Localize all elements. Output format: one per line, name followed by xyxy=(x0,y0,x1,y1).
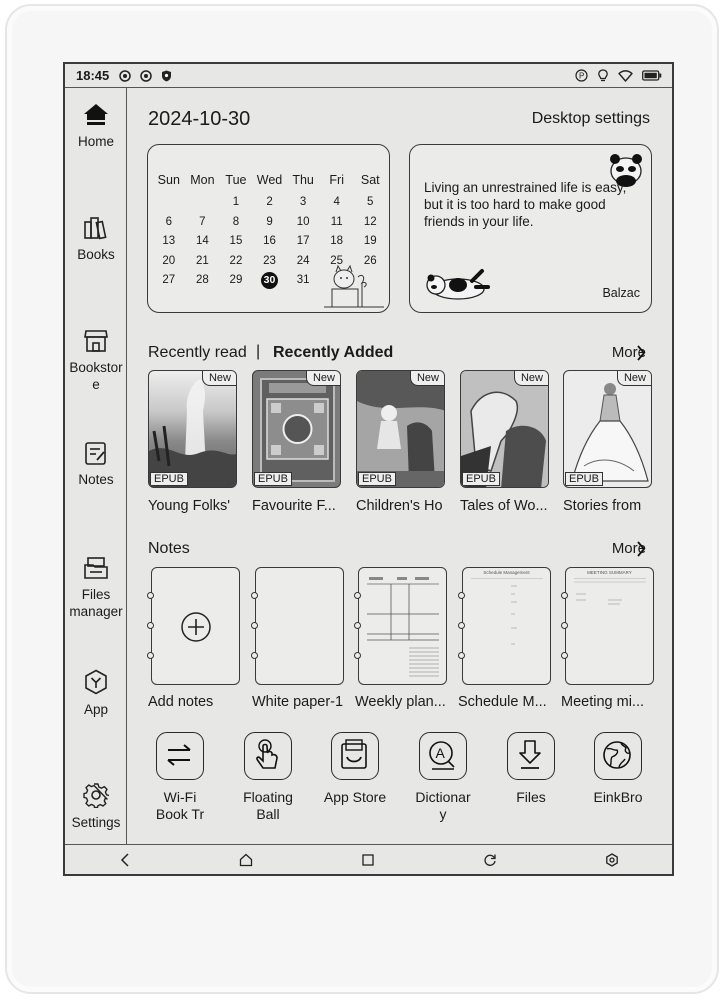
book-title[interactable]: Children's Ho xyxy=(356,498,443,514)
badge-new: New xyxy=(514,371,548,386)
calendar-day: 14 xyxy=(195,235,209,247)
calendar-day: 22 xyxy=(229,254,243,267)
app-label-line: y xyxy=(439,806,447,822)
chevron-right-icon[interactable] xyxy=(636,345,646,361)
book-title[interactable]: Tales of Wo... xyxy=(460,498,548,514)
calendar-day: 16 xyxy=(263,235,276,247)
app-label-line: Book Tr xyxy=(155,806,205,822)
meeting-thumbnail xyxy=(572,578,648,678)
badge-new: New xyxy=(306,371,340,386)
calendar-day: 15 xyxy=(229,235,243,247)
schedule-thumbnail xyxy=(469,578,545,678)
dictionary-app[interactable] xyxy=(419,732,467,780)
sidebar-item-label: Files manager xyxy=(69,587,123,619)
tab-recently-read[interactable]: Recently read xyxy=(148,344,247,361)
sidebar-item-label: App xyxy=(83,702,109,717)
app-label-dictionary xyxy=(399,789,487,823)
calendar-day: 20 xyxy=(162,254,176,267)
calendar-day: 26 xyxy=(363,254,377,267)
home-nav-icon[interactable] xyxy=(239,853,253,867)
plus-circle-icon xyxy=(180,611,212,643)
weekday-label: Sat xyxy=(360,173,380,187)
sleeping-panda-illustration xyxy=(422,265,492,301)
calendar-widget[interactable] xyxy=(147,144,390,313)
weekly-planner-thumbnail xyxy=(365,574,441,680)
calendar-day: 13 xyxy=(162,235,176,247)
calendar-day: 7 xyxy=(199,215,206,228)
note-label[interactable]: Meeting mi... xyxy=(561,694,644,710)
book-title[interactable]: Favourite F... xyxy=(252,498,336,514)
sidebar-item-bookstore[interactable] xyxy=(65,329,127,393)
app-store-icon xyxy=(332,733,376,777)
children-cover-art xyxy=(357,371,445,488)
calendar-day: 23 xyxy=(263,254,276,267)
notes-icon xyxy=(83,441,109,465)
badge-epub: EPUB xyxy=(150,472,188,486)
navigation-bar xyxy=(65,844,672,874)
calendar-day: 21 xyxy=(195,254,209,267)
date-heading: 2024-10-30 xyxy=(148,108,251,130)
app-label-einkbro xyxy=(574,789,662,806)
sidebar-item-settings[interactable] xyxy=(65,782,127,831)
calendar-day: 19 xyxy=(363,235,377,247)
calendar-day: 27 xyxy=(162,274,176,286)
meeting-thumb-header: MEETING SUMMARY xyxy=(587,570,632,575)
books-icon xyxy=(83,216,109,240)
sidebar-item-label: Home xyxy=(77,134,114,149)
app-label-files xyxy=(487,789,575,806)
book-title[interactable]: Young Folks' xyxy=(148,498,231,514)
calendar-day: 18 xyxy=(330,235,344,247)
tab-divider: | xyxy=(256,343,261,360)
weekday-label: Tue xyxy=(225,173,247,187)
calendar-day: 31 xyxy=(296,274,310,286)
geyser-cover-art xyxy=(149,371,237,488)
calendar-day: 25 xyxy=(330,254,344,267)
p-icon xyxy=(575,69,588,82)
sidebar xyxy=(65,88,127,844)
calendar-day: 11 xyxy=(330,215,343,228)
calendar-day xyxy=(186,193,220,213)
weekday-label: Fri xyxy=(329,173,344,187)
stories-cover-art xyxy=(564,371,652,488)
calendar-day: 12 xyxy=(363,215,377,228)
calendar-day: 6 xyxy=(165,215,172,228)
status-bar xyxy=(65,64,672,88)
wifi-transfer-app[interactable] xyxy=(156,732,204,780)
record-icon xyxy=(119,70,131,82)
bulb-icon xyxy=(597,69,609,82)
weekday-label: Thu xyxy=(292,173,314,187)
quote-author: Balzac xyxy=(602,286,640,300)
einkbro-app[interactable] xyxy=(594,732,642,780)
chevron-right-icon[interactable] xyxy=(636,541,646,557)
tab-recently-added[interactable]: Recently Added xyxy=(273,344,394,361)
sidebar-item-notes[interactable] xyxy=(65,441,127,488)
store-icon xyxy=(83,329,109,353)
book-cover[interactable] xyxy=(563,370,652,488)
calendar-week-row xyxy=(152,232,387,252)
tales-cover-art xyxy=(461,371,549,488)
add-note-card[interactable] xyxy=(151,567,240,685)
note-card[interactable] xyxy=(565,567,654,685)
ornate-cover-art xyxy=(253,371,341,488)
status-time: 18:45 xyxy=(76,68,110,83)
app-icon xyxy=(83,669,109,695)
more-label: More xyxy=(611,344,646,361)
globe-icon xyxy=(595,733,639,777)
weekday-label: Sun xyxy=(157,173,180,187)
sidebar-item-files-manager[interactable] xyxy=(65,556,127,620)
note-label[interactable]: Add notes xyxy=(148,694,214,710)
note-label[interactable]: Weekly plan... xyxy=(355,694,446,710)
weekday-label: Wed xyxy=(256,173,283,187)
calendar-day: 17 xyxy=(296,235,310,247)
quote-widget[interactable] xyxy=(409,144,652,313)
badge-epub: EPUB xyxy=(254,472,292,486)
weekday-label: Mon xyxy=(190,173,215,187)
calendar-week-row xyxy=(152,213,387,233)
svg-text:A: A xyxy=(435,745,445,761)
sidebar-item-app[interactable] xyxy=(65,669,127,718)
app-label-line: Wi-Fi xyxy=(163,789,197,805)
recent-icon[interactable] xyxy=(362,854,374,866)
note-card[interactable] xyxy=(255,567,344,685)
sidebar-item-home[interactable] xyxy=(65,103,127,150)
quote-text: Living an unrestrained life is easy, but it is too hard to make good friends in your life. xyxy=(424,180,627,229)
app-label-app-store xyxy=(311,789,399,806)
book-cover[interactable] xyxy=(460,370,549,488)
note-label[interactable]: Schedule M... xyxy=(458,694,547,710)
sidebar-item-label: Notes xyxy=(78,472,114,487)
calendar-day xyxy=(152,193,186,213)
badge-epub: EPUB xyxy=(462,472,500,486)
device-frame xyxy=(5,4,719,994)
calendar-day: 24 xyxy=(296,254,310,267)
settings-nav-icon[interactable] xyxy=(605,853,619,867)
sidebar-item-label: Settings xyxy=(71,815,121,830)
calendar-day: 4 xyxy=(333,196,340,208)
transfer-icon xyxy=(157,733,201,777)
notes-section-title: Notes xyxy=(148,540,190,557)
screen xyxy=(63,62,674,876)
app-label-wifi-transfer xyxy=(136,789,224,823)
calendar-day: 2 xyxy=(266,196,273,208)
calendar-week-row xyxy=(152,193,387,213)
files-app[interactable] xyxy=(507,732,555,780)
calendar-day: 3 xyxy=(299,196,307,208)
calendar-day: 9 xyxy=(266,215,273,228)
files-icon xyxy=(83,556,109,580)
svg-text:P: P xyxy=(579,71,585,81)
calendar-day: 10 xyxy=(296,215,310,228)
note-card[interactable] xyxy=(462,567,551,685)
schedule-thumb-header: Schedule Management xyxy=(483,570,530,575)
calendar-day: 8 xyxy=(232,215,240,228)
more-label: More xyxy=(611,540,646,557)
sidebar-item-label: Books xyxy=(77,247,115,262)
target-icon xyxy=(140,70,152,82)
download-icon xyxy=(508,733,552,777)
shield-icon xyxy=(161,70,172,82)
battery-icon xyxy=(642,70,662,81)
app-label-line: Floating xyxy=(243,789,293,805)
sidebar-item-label: Bookstore xyxy=(69,360,123,392)
badge-new: New xyxy=(617,371,651,386)
badge-new: New xyxy=(410,371,444,386)
calendar-day: 29 xyxy=(229,274,243,286)
badge-new: New xyxy=(202,371,236,386)
hand-pointer-icon xyxy=(245,733,289,777)
note-card[interactable] xyxy=(358,567,447,685)
book-cover[interactable] xyxy=(356,370,445,488)
wifi-icon xyxy=(618,70,633,82)
sidebar-item-books[interactable] xyxy=(65,216,127,263)
gear-icon xyxy=(83,782,109,808)
calendar-weekdays xyxy=(152,171,387,193)
app-label-line: App Store xyxy=(323,789,387,805)
app-label-line: EinkBro xyxy=(593,789,643,805)
badge-epub: EPUB xyxy=(358,472,396,486)
desktop-settings-link[interactable]: Desktop settings xyxy=(531,110,650,127)
calendar-day: 1 xyxy=(232,196,240,208)
today-marker: 30 xyxy=(261,272,278,289)
calendar-day: 5 xyxy=(367,196,374,208)
note-label[interactable]: White paper-1 xyxy=(252,694,344,710)
book-cover[interactable] xyxy=(148,370,237,488)
refresh-icon[interactable] xyxy=(483,853,497,867)
app-label-line: Dictionar xyxy=(415,789,471,805)
badge-epub: EPUB xyxy=(565,472,603,486)
app-store-app[interactable] xyxy=(331,732,379,780)
floating-ball-app[interactable] xyxy=(244,732,292,780)
app-label-floating-ball xyxy=(224,789,312,823)
home-icon xyxy=(83,103,109,127)
app-label-line: Files xyxy=(516,789,546,805)
dictionary-icon xyxy=(420,733,464,777)
app-label-line: Ball xyxy=(256,806,280,822)
book-cover[interactable] xyxy=(252,370,341,488)
back-icon[interactable] xyxy=(120,853,130,867)
calendar-day-today xyxy=(253,271,287,291)
fox-illustration xyxy=(324,263,390,311)
book-title[interactable]: Stories from xyxy=(563,498,642,514)
calendar-day: 28 xyxy=(195,274,209,286)
